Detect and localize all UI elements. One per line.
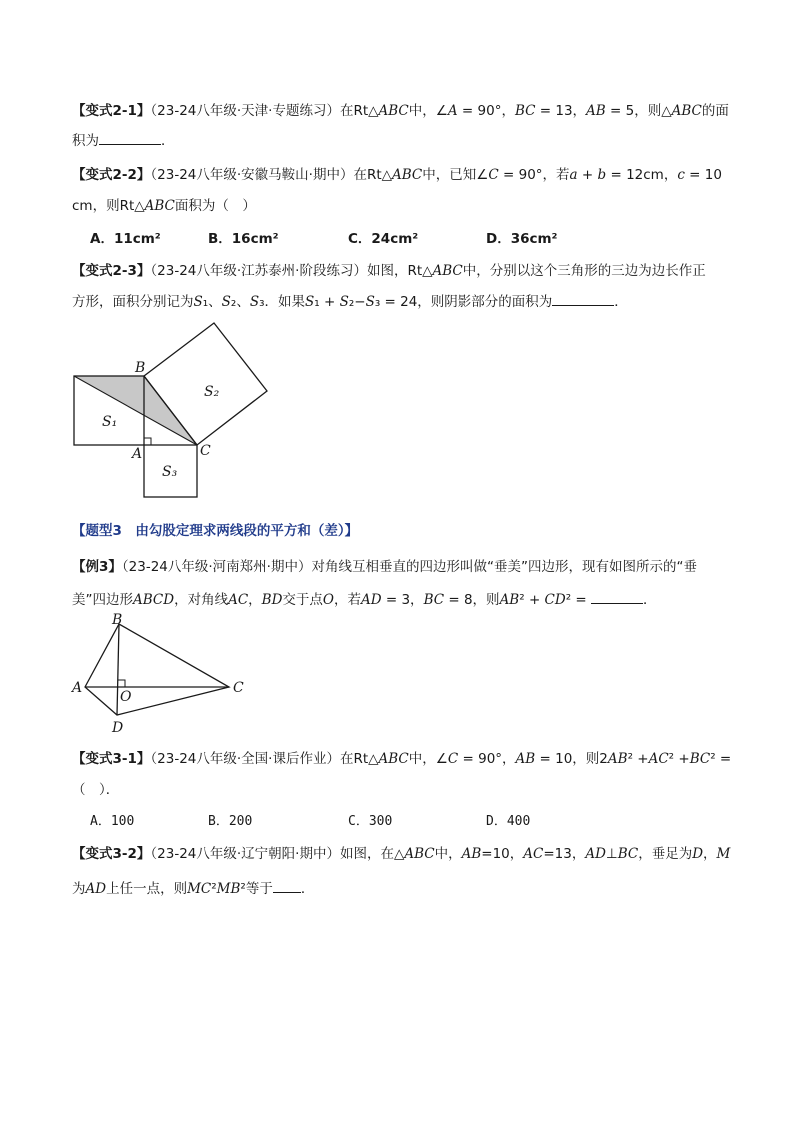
text: ．: [161, 133, 175, 149]
math: C: [447, 751, 459, 767]
problem-tag: 【变式3-1】: [72, 751, 151, 767]
figure-squares-triangle: [62, 318, 282, 508]
math: AD: [361, 592, 382, 608]
text: ，: [703, 846, 717, 862]
problem-tag: 【变式3-2】: [72, 846, 151, 862]
label-s1: S₁: [102, 414, 118, 430]
label-o: O: [120, 689, 132, 705]
text: ₁、: [202, 294, 222, 310]
text: ² +: [668, 751, 690, 767]
text: 在Rt△: [339, 751, 379, 767]
math: S: [339, 294, 349, 310]
option-d[interactable]: D．400: [486, 814, 531, 829]
math: AD: [85, 881, 107, 897]
text: 积为: [72, 133, 99, 149]
text: = 8，则: [444, 592, 500, 608]
text: 方形，面积分别记为: [72, 294, 194, 310]
text: ²: [211, 881, 217, 897]
text: 面积为（ ）: [174, 198, 256, 214]
problem-tag: 【变式2-3】: [72, 263, 151, 279]
label-d: D: [112, 720, 124, 736]
problem-tag: 【变式2-1】: [72, 103, 151, 119]
math: ABC: [671, 103, 702, 119]
text: ² +: [627, 751, 649, 767]
math: ABC: [432, 263, 463, 279]
text: 美”四边形: [72, 592, 133, 608]
math: S: [249, 294, 260, 310]
text: = 10: [684, 167, 722, 183]
quadrilateral-abcd: [85, 624, 229, 715]
text: 的面: [701, 103, 729, 119]
text: ₂、: [230, 294, 250, 310]
math: S: [305, 294, 315, 310]
math: a: [569, 167, 578, 183]
math: BC: [514, 103, 536, 119]
text: cm，则Rt△: [72, 198, 145, 214]
math: AC: [523, 846, 544, 862]
problem-source: （23-24八年级·全国·课后作业）: [150, 751, 340, 767]
text: = 10，则2: [535, 751, 608, 767]
math: CD: [544, 592, 566, 608]
text: ．: [614, 294, 628, 310]
math: ABC: [378, 751, 409, 767]
text: = 5，则△: [605, 103, 672, 119]
v23-line2: [72, 293, 628, 311]
problem-source: （23-24八年级·天津·专题练习）: [150, 103, 340, 119]
option-b[interactable]: B．16cm²: [208, 231, 279, 247]
option-a[interactable]: A．100: [90, 814, 135, 829]
label-b: B: [112, 612, 123, 628]
text: 中，分别以这个三角形的三边为边长作正: [462, 263, 706, 279]
v23-line1: [72, 262, 706, 280]
text: = 90°，若: [498, 167, 570, 183]
option-d[interactable]: D．36cm²: [486, 231, 558, 247]
text: ．: [300, 881, 315, 897]
math: BC: [689, 751, 711, 767]
math: ABC: [392, 167, 423, 183]
problem-source: （23-24八年级·辽宁朝阳·期中）: [150, 846, 340, 862]
math: ABC: [144, 198, 175, 214]
text: 对角线互相垂直的四边形叫做“垂美”四边形，现有如图所示的“垂: [311, 559, 697, 575]
math: MC: [187, 881, 212, 897]
text: ．: [643, 592, 657, 608]
text: ₃．如果: [259, 294, 306, 310]
problem-source: （23-24八年级·江苏泰州·阶段练习）: [150, 263, 367, 279]
problem-source: （23-24八年级·安徽马鞍山·期中）: [150, 167, 354, 183]
math: b: [597, 167, 607, 183]
math: S: [365, 294, 375, 310]
problem-tag: 【变式2-2】: [72, 167, 151, 183]
text: （ ）．: [72, 782, 120, 798]
label-a: A: [132, 446, 143, 462]
math: A: [447, 103, 458, 119]
text: = 13，: [535, 103, 587, 119]
text: 在Rt△: [353, 167, 393, 183]
text: = 90°，: [457, 103, 515, 119]
problem-tag: 【例3】: [72, 559, 122, 575]
v32-line2: [72, 880, 314, 898]
text: ₁ +: [314, 294, 340, 310]
math: M: [716, 846, 731, 862]
ex3-line2: [72, 591, 657, 609]
math: MB: [216, 881, 241, 897]
section-heading: 【题型3 由勾股定理求两线段的平方和（差）】: [72, 523, 359, 539]
math: BC: [423, 592, 445, 608]
text: 为: [72, 881, 86, 897]
math: ABC: [404, 846, 435, 862]
option-a[interactable]: A．11cm²: [90, 231, 161, 247]
label-a: A: [72, 680, 83, 696]
v21-line1: [72, 102, 729, 120]
option-c[interactable]: C．24cm²: [348, 231, 419, 247]
math: ABC: [378, 103, 409, 119]
text: +: [577, 167, 598, 183]
math: BC: [617, 846, 639, 862]
text: =13，: [543, 846, 586, 862]
text: 交于点: [282, 592, 323, 608]
text: 在Rt△: [339, 103, 379, 119]
text: 如图，在△: [339, 846, 405, 862]
math: AB: [586, 103, 606, 119]
text: = 12cm，: [606, 167, 678, 183]
right-angle-mark: [144, 438, 151, 445]
answer-blank[interactable]: [273, 880, 301, 893]
math: AB: [499, 592, 520, 608]
math: S: [193, 294, 203, 310]
label-s3: S₃: [162, 464, 178, 480]
text: = 90°，: [458, 751, 516, 767]
v31-line2: [72, 781, 119, 799]
answer-blank[interactable]: [591, 591, 643, 604]
math: c: [677, 167, 685, 183]
text: ² =: [710, 751, 732, 767]
text: = 3，: [381, 592, 424, 608]
v32-line1: [72, 845, 730, 863]
math: AB: [607, 751, 628, 767]
text: ，若: [334, 592, 361, 608]
text: 中，∠: [408, 751, 448, 767]
math: AB: [515, 751, 536, 767]
math: AC: [228, 592, 249, 608]
text: ² =: [565, 592, 592, 608]
math: D: [692, 846, 704, 862]
problem-source: （23-24八年级·河南郑州·期中）: [121, 559, 312, 575]
text: 中，: [434, 846, 462, 862]
text: ，垂足为: [638, 846, 693, 862]
math: S: [221, 294, 231, 310]
label-b: B: [135, 360, 146, 376]
math: AB: [461, 846, 482, 862]
text: 上任一点，则: [106, 881, 188, 897]
text: 如图，Rt△: [366, 263, 433, 279]
label-c: C: [200, 443, 211, 459]
math: BD: [261, 592, 283, 608]
text: ，: [248, 592, 262, 608]
v31-line1: [72, 750, 731, 768]
label-c: C: [233, 680, 244, 696]
text: ² +: [519, 592, 545, 608]
answer-blank[interactable]: [99, 132, 161, 145]
text: ⊥: [605, 846, 618, 862]
text: ₃ = 24，则阴影部分的面积为: [374, 294, 553, 310]
option-c[interactable]: C．300: [348, 814, 393, 829]
option-b[interactable]: B．200: [208, 814, 253, 829]
v21-line2: [72, 132, 175, 150]
answer-blank[interactable]: [552, 293, 614, 306]
right-angle-mark: [118, 680, 125, 687]
text: 中，已知∠: [422, 167, 489, 183]
text: ₂−: [348, 294, 366, 310]
text: =10，: [481, 846, 524, 862]
text: ²等于: [240, 881, 273, 897]
figure-quadrilateral: [62, 612, 262, 742]
text: 中，∠: [408, 103, 448, 119]
math: ABCD: [133, 592, 175, 608]
math: AD: [585, 846, 606, 862]
ex3-line1: [72, 558, 697, 576]
math: C: [488, 167, 499, 183]
label-s2: S₂: [204, 384, 220, 400]
math: O: [322, 592, 334, 608]
math: AC: [648, 751, 669, 767]
diagonal-bd: [117, 624, 119, 715]
v22-line2: [72, 197, 256, 215]
v22-line1: [72, 166, 722, 184]
text: ，对角线: [174, 592, 229, 608]
